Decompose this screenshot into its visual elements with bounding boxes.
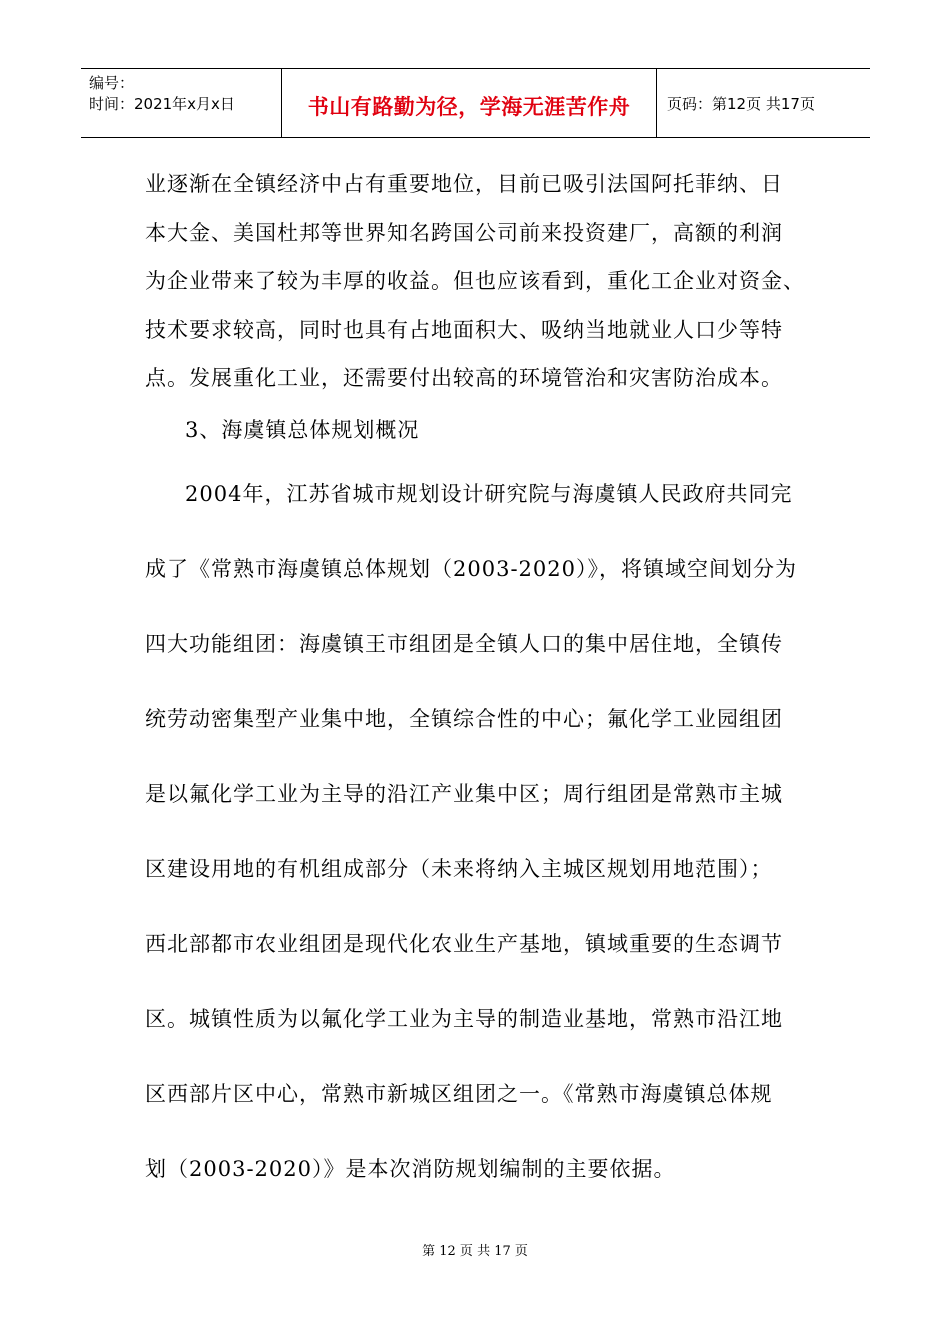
text-line: 统劳动密集型产业集中地，全镇综合性的中心；氟化学工业园组团 (145, 706, 783, 731)
header-meta-cell (81, 69, 282, 137)
document-number-label: 编号： (89, 74, 135, 92)
text-line: 本大金、美国杜邦等世界知名跨国公司前来投资建厂，高额的利润 (145, 220, 783, 245)
page-header (81, 68, 870, 138)
header-motto: 书山有路勤为径，学海无涯苦作舟 (307, 95, 631, 119)
text-line: 为企业带来了较为丰厚的收益。但也应该看到，重化工企业对资金、 (145, 269, 805, 293)
header-page-info: 页码：第12页 共17页 (667, 94, 815, 113)
text-line: 西北部都市农业组团是现代化农业生产基地，镇域重要的生态调节 (145, 931, 783, 956)
text-line: 技术要求较高，同时也具有占地面积大、吸纳当地就业人口少等特 (145, 317, 783, 342)
page-footer: 第 12 页 共 17 页 (422, 1244, 528, 1259)
text-line: 区西部片区中心，常熟市新城区组团之一。《常熟市海虞镇总体规 (145, 1081, 773, 1106)
text-line: 是以氟化学工业为主导的沿江产业集中区；周行组团是常熟市主城 (145, 781, 783, 806)
header-motto-cell (282, 69, 657, 137)
text-line: 划（2003-2020）》是本次消防规划编制的主要依据。 (145, 1156, 676, 1181)
text-line: 区。城镇性质为以氟化学工业为主导的制造业基地，常熟市沿江地 (145, 1006, 783, 1031)
section-heading: 3、海虞镇总体规划概况 (185, 417, 420, 442)
document-time-label: 时间：2021年x月x日 (89, 95, 235, 113)
text-line: 2004年，江苏省城市规划设计研究院与海虞镇人民政府共同完 (185, 481, 793, 506)
document-body (145, 160, 815, 1207)
paragraph-industry (145, 160, 815, 403)
text-line: 区建设用地的有机组成部分（未来将纳入主城区规划用地范围）； (145, 856, 773, 881)
header-page-cell (657, 69, 870, 137)
section-heading-block (145, 403, 815, 457)
paragraph-master-plan (145, 457, 815, 1207)
text-line: 四大功能组团：海虞镇王市组团是全镇人口的集中居住地，全镇传 (145, 631, 783, 656)
text-line: 点。发展重化工业，还需要付出较高的环境管治和灾害防治成本。 (145, 366, 783, 390)
text-line: 业逐渐在全镇经济中占有重要地位，目前已吸引法国阿托菲纳、日 (145, 172, 783, 196)
text-line: 成了《常熟市海虞镇总体规划（2003-2020）》，将镇域空间划分为 (145, 556, 797, 581)
